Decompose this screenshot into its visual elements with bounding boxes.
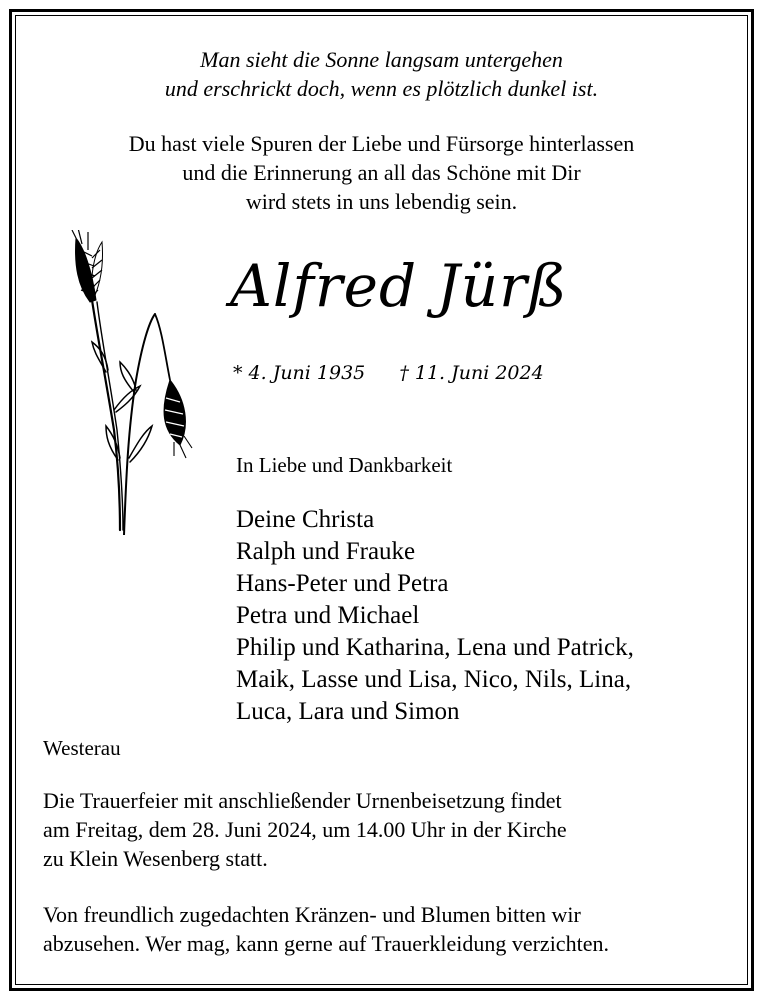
deceased-name: Alfred Jürß — [230, 252, 568, 320]
service-line: Die Trauerfeier mit anschließender Urnenbeisetzung findet — [43, 788, 562, 813]
tribute-line: wird stets in uns lebendig sein. — [245, 189, 518, 214]
family-line: Petra und Michael — [236, 602, 420, 629]
tribute — [0, 129, 763, 216]
motto-line: und erschrickt doch, wenn es plötzlich dunkel ist. — [164, 76, 599, 101]
motto-line: Man sieht die Sonne langsam untergehen — [200, 47, 563, 72]
wishes-line: Von freundlich zugedachten Kränzen- und Blumen bitten wir — [43, 902, 581, 927]
service-line: am Freitag, dem 28. Juni 2024, um 14.00 Uhr in der Kirche — [43, 817, 567, 842]
motto — [0, 45, 763, 103]
family-line: Hans-Peter und Petra — [236, 570, 449, 597]
family-line: Maik, Lasse und Lisa, Nico, Nils, Lina, — [236, 666, 632, 693]
death-date: † 11. Juni 2024 — [399, 362, 544, 384]
service-notice — [43, 786, 567, 873]
wishes-line: abzusehen. Wer mag, kann gerne auf Trauerkleidung verzichten. — [43, 931, 609, 956]
wishes-notice — [43, 900, 609, 958]
birth-date: * 4. Juni 1935 — [233, 362, 366, 384]
wheat-ears-icon — [62, 230, 202, 535]
family-line: Luca, Lara und Simon — [236, 698, 460, 725]
place-name: Westerau — [43, 736, 121, 760]
family-line: Philip und Katharina, Lena und Patrick, — [236, 634, 634, 661]
family-line: Ralph und Frauke — [236, 538, 416, 565]
family-list — [236, 504, 634, 728]
tribute-line: und die Erinnerung an all das Schöne mit Dir — [182, 160, 581, 185]
tribute-line: Du hast viele Spuren der Liebe und Fürsorge hinterlassen — [128, 131, 635, 156]
family-line: Deine Christa — [236, 506, 375, 533]
service-line: zu Klein Wesenberg statt. — [43, 846, 268, 871]
life-dates — [233, 362, 544, 384]
in-love-heading: In Liebe und Dankbarkeit — [236, 453, 453, 477]
